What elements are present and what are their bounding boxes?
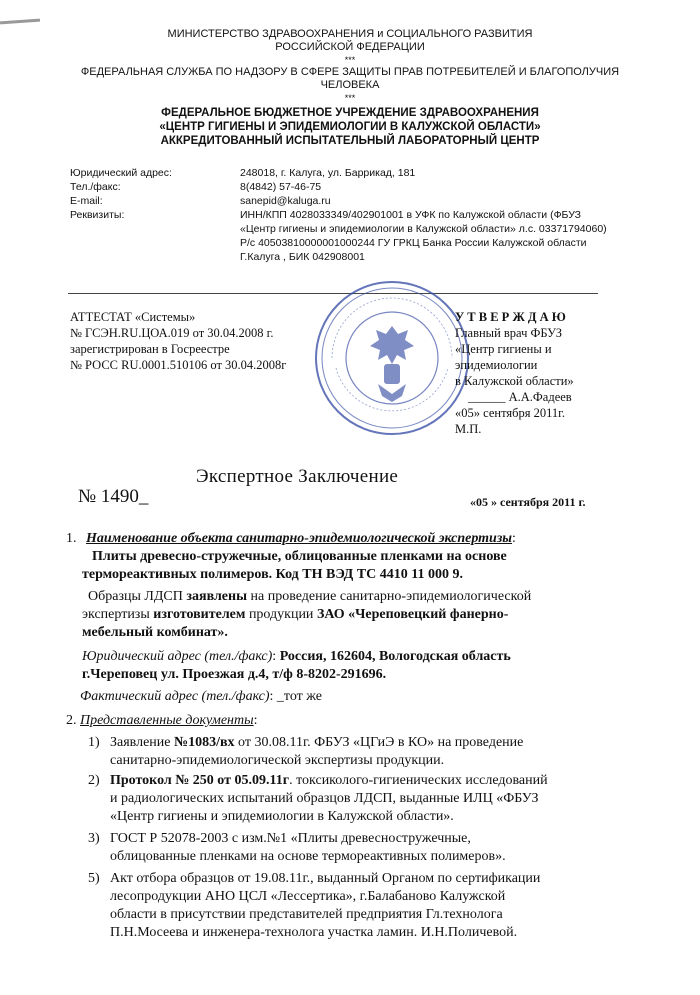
approve-line-3: эпидемиологии — [455, 358, 538, 372]
attestat-line-1: АТТЕСТАТ «Системы» — [70, 310, 196, 324]
header-federation: РОССИЙСКОЙ ФЕДЕРАЦИИ — [275, 41, 425, 53]
doc-item-ref: №1083/вх — [174, 735, 235, 750]
legal-address — [82, 648, 511, 665]
fact-address — [80, 688, 322, 705]
doc-item-number: 2) — [88, 773, 100, 788]
section-heading: Наименование объекта санитарно-эпидемиологической экспертизы — [86, 531, 513, 546]
attestat-line-4: № РОСС RU.0001.510106 от 30.04.2008г — [70, 358, 287, 372]
doc-item-text: от 30.08.11г. ФБУЗ «ЦГиЭ в КО» на проведение — [234, 735, 524, 750]
legal-address-value: Россия, 162604, Вологодская область — [279, 649, 511, 664]
statement-manufacturer: изготовителем — [153, 607, 246, 622]
doc-item-line: облицованные пленками на основе термореактивных полимеров». — [110, 849, 506, 864]
doc-item-text: . токсиколого-гигиенических исследований — [289, 773, 548, 788]
doc-item-text: Заявление — [110, 735, 174, 750]
legal-address-label: Юридический адрес (тел./факс) — [82, 649, 273, 664]
doc-item-number: 5) — [88, 871, 100, 886]
statement-line-1 — [88, 588, 531, 605]
tel-value: 8(4842) 57-46-75 — [240, 181, 322, 193]
fact-address-value: : _тот же — [269, 689, 322, 704]
rekv-line-2: «Центр гигиены и эпидемиологии в Калужской области» л.с. 03371794060) — [240, 223, 607, 235]
rekv-line-1: ИНН/КПП 4028033349/402901001 в УФК по Калужской области (ФБУЗ — [240, 209, 581, 221]
attestat-line-2: № ГСЭН.RU.ЦОА.019 от 30.04.2008 г. — [70, 326, 274, 340]
scan-smudge — [0, 19, 40, 25]
document-date: «05 » сентября 2011 г. — [470, 495, 586, 509]
email-label: E-mail: — [70, 195, 103, 207]
approve-date: «05» сентября 2011г. — [455, 406, 565, 420]
section-1 — [66, 530, 516, 547]
doc-item-line: П.Н.Мосеева и инженера-технолога участка ламин. И.Н.Поличевой. — [110, 925, 518, 940]
company-name-2: мебельный комбинат». — [82, 625, 228, 640]
statement-text: продукции — [245, 607, 317, 622]
heading-colon: : — [253, 713, 258, 728]
addr-label: Юридический адрес: — [70, 167, 172, 179]
header-service: ФЕДЕРАЛЬНАЯ СЛУЖБА ПО НАДЗОРУ В СФЕРЕ ЗАЩИТЫ ПРАВ ПОТРЕБИТЕЛЕЙ И БЛАГОПОЛУЧИЯ — [80, 66, 620, 78]
doc-item-line: ГОСТ Р 52078-2003 с изм.№1 «Плиты древесностружечные, — [110, 831, 471, 846]
header-institution-2: «ЦЕНТР ГИГИЕНЫ И ЭПИДЕМИОЛОГИИ В КАЛУЖСКОЙ ОБЛАСТИ» — [159, 121, 541, 133]
header-institution-3: АККРЕДИТОВАННЫЙ ИСПЫТАТЕЛЬНЫЙ ЛАБОРАТОРНЫЙ ЦЕНТР — [160, 135, 540, 147]
doc-item-line: области в присутствии представителей предприятия Гл.технолога — [110, 907, 503, 922]
statement-declared: заявлены — [186, 589, 248, 604]
rekv-label: Реквизиты: — [70, 209, 125, 221]
rekv-line-3: Р/с 40503810000001000244 ГУ ГРКЦ Банка России Калужской области — [240, 237, 587, 249]
seal-stamp — [312, 278, 472, 438]
doc-item-number: 1) — [88, 735, 100, 750]
approve-line-1: Главный врач ФБУЗ — [455, 326, 563, 340]
section-number: 2. — [66, 713, 77, 728]
header-ministry: МИНИСТЕРСТВО ЗДРАВООХРАНЕНИЯ и СОЦИАЛЬНОГО РАЗВИТИЯ — [167, 28, 533, 40]
doc-item-line — [110, 772, 548, 789]
document-number: № 1490_ — [78, 486, 149, 507]
addr-value: 248018, г. Калуга, ул. Баррикад, 181 — [240, 167, 416, 179]
approve-line-2: «Центр гигиены и — [455, 342, 552, 356]
approve-signature: ______ А.А.Фадеев — [468, 390, 572, 404]
header-stars: *** — [344, 93, 356, 103]
email-value: sanepid@kaluga.ru — [240, 195, 331, 207]
company-name: ЗАО «Череповецкий фанерно- — [316, 607, 509, 622]
statement-text: экспертизы — [82, 607, 154, 622]
tel-label: Тел./факс: — [70, 181, 121, 193]
doc-item-line — [110, 734, 523, 751]
doc-item-line: санитарно-эпидемиологической экспертизы продукции. — [110, 753, 445, 768]
section-heading: Представленные документы — [80, 713, 254, 728]
fact-address-label: Фактический адрес (тел./факс) — [80, 689, 270, 704]
doc-item-ref: Протокол № 250 от 05.09.11г — [110, 773, 290, 788]
document-title: Экспертное Заключение — [196, 466, 399, 487]
section-2 — [66, 712, 257, 729]
approve-line-4: в Калужской области» — [455, 374, 574, 388]
header-stars: *** — [344, 55, 356, 65]
legal-colon: : — [272, 649, 280, 664]
doc-item-number: 3) — [88, 831, 100, 846]
section-number: 1. — [66, 531, 77, 546]
doc-item-line: лесопродукции АНО ЦСЛ «Лессертика», г.Балабаново Калужской — [110, 889, 506, 904]
approve-title: У Т В Е Р Ж Д А Ю — [455, 310, 566, 324]
header-institution: ФЕДЕРАЛЬНОЕ БЮДЖЕТНОЕ УЧРЕЖДЕНИЕ ЗДРАВООХРАНЕНИЯ — [161, 107, 539, 119]
doc-item-line: и радиологических испытаний образцов ЛДСП, выданные ИЛЦ «ФБУЗ — [110, 791, 539, 806]
rekv-line-4: Г.Калуга , БИК 042908001 — [240, 251, 365, 263]
product-name-2: термореактивных полимеров. Код ТН ВЭД ТС 4410 11 000 9. — [82, 567, 463, 582]
header-service-2: ЧЕЛОВЕКА — [320, 79, 380, 91]
heading-colon: : — [512, 531, 516, 546]
statement-text: Образцы ЛДСП — [88, 589, 187, 604]
statement-text: на проведение санитарно-эпидемиологической — [247, 589, 532, 604]
statement-line-2 — [82, 606, 508, 623]
product-name-1: Плиты древесно-стружечные, облицованные пленками на основе — [92, 549, 507, 564]
doc-item-line: Акт отбора образцов от 19.08.11г., выданный Органом по сертификации — [110, 871, 541, 886]
approve-mp: М.П. — [455, 422, 482, 436]
doc-item-line: «Центр гигиены и эпидемиологии в Калужской области». — [110, 809, 454, 824]
attestat-line-3: зарегистрирован в Госреестре — [70, 342, 230, 356]
legal-address-value-2: г.Череповец ул. Проезжая д.4, т/ф 8-8202-291696. — [82, 667, 387, 682]
